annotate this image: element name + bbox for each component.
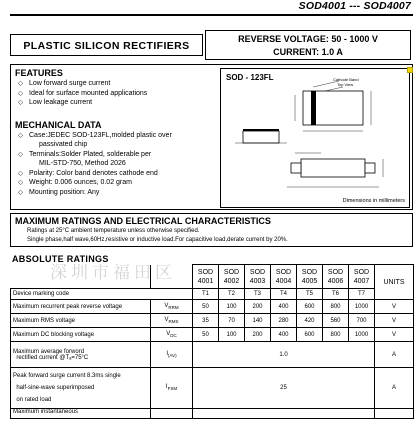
table-row <box>11 314 414 328</box>
table-row <box>11 342 414 368</box>
value-cell: 25 <box>193 368 375 409</box>
mechanical-item: passivated chip <box>39 141 88 148</box>
table-row <box>11 289 414 300</box>
marking-code: T7 <box>349 289 375 300</box>
mechanical-item: ◇ Mounting position: Any <box>15 188 220 198</box>
table-row <box>11 368 414 409</box>
row-label: Peak forward surge current 8.3ms single half-sine-wave superimposed on rated load <box>11 368 151 409</box>
package-outline-drawing <box>221 69 411 209</box>
symbol-cell: $V_{RRM}$ <box>151 300 193 314</box>
marking-code: T1 <box>193 289 219 300</box>
value-cell: 560 <box>323 314 349 328</box>
mechanical-item: ◇ Polarity: Color band denotes cathode end <box>15 169 220 179</box>
model-header: SOD 4004 <box>271 265 297 289</box>
title-box <box>10 34 203 56</box>
value-cell: 400 <box>271 328 297 342</box>
value-cell: 700 <box>349 314 375 328</box>
mechanical-item: MIL-STD-750, Method 2026 <box>39 160 126 167</box>
model-header: SOD 4006 <box>323 265 349 289</box>
row-label: Maximum recurrent peak reverse voltage <box>11 300 151 314</box>
features-column <box>15 68 220 197</box>
package-drawing-box <box>220 68 410 208</box>
marking-code: T4 <box>271 289 297 300</box>
value-cell: 100 <box>219 328 245 342</box>
model-header: SOD 4007 <box>349 265 375 289</box>
document-title: PLASTIC SILICON RECTIFIERS <box>23 40 190 52</box>
value-cell: 140 <box>245 314 271 328</box>
unit-cell <box>375 409 414 419</box>
corner-marker <box>407 67 413 73</box>
symbol-cell <box>151 409 193 419</box>
value-cell <box>193 409 375 419</box>
marking-code: T2 <box>219 289 245 300</box>
row-label: Maximum average forword rectified current @Tₐ=75°C <box>11 342 151 368</box>
unit-cell: A <box>375 342 414 368</box>
symbol-cell: $V_{DC}$ <box>151 328 193 342</box>
value-cell: 280 <box>271 314 297 328</box>
value-cell: 600 <box>297 328 323 342</box>
feature-item: ◇ Ideal for surface mounted applications <box>15 89 220 99</box>
ratings-table <box>10 264 414 419</box>
value-cell: 420 <box>297 314 323 328</box>
row-label: Maximum instantaneous <box>11 409 151 419</box>
unit-cell: V <box>375 300 414 314</box>
value-cell: 1000 <box>349 328 375 342</box>
part-range-header: SOD4001 --- SOD4007 <box>298 0 411 12</box>
units-header: UNITS <box>375 265 414 300</box>
value-cell: 50 <box>193 328 219 342</box>
table-row <box>11 300 414 314</box>
unit-cell: V <box>375 314 414 328</box>
model-header: SOD 4005 <box>297 265 323 289</box>
value-cell: 70 <box>219 314 245 328</box>
current-rating: CURRENT: 1.0 A <box>273 47 343 57</box>
mechanical-item: ◇ Weight: 0.006 ounces, 0.02 gram <box>15 178 220 188</box>
marking-code: T6 <box>323 289 349 300</box>
table-row <box>11 409 414 419</box>
dimensions-note: Dimensions in millimeters <box>342 198 405 204</box>
top-view-callout: Top View <box>337 82 354 87</box>
unit-cell: V <box>375 328 414 342</box>
row-label: Maximum DC blocking voltage <box>11 328 151 342</box>
value-cell: 1000 <box>349 300 375 314</box>
value-cell: 600 <box>297 300 323 314</box>
unit-cell: A <box>375 368 414 409</box>
feature-item: ◇ Low forward surge current <box>15 79 220 89</box>
marking-label: Device marking code <box>11 289 193 300</box>
absolute-ratings-title: ABSOLUTE RATINGS <box>12 254 109 264</box>
symbol-cell: $V_{RMS}$ <box>151 314 193 328</box>
mechanical-item: ◇ Terminals:Solder Plated, solderable per <box>15 150 220 160</box>
header-rule <box>10 14 413 16</box>
features-heading: FEATURES <box>15 68 63 78</box>
model-header: SOD 4001 <box>193 265 219 289</box>
table-row <box>11 328 414 342</box>
reverse-voltage: REVERSE VOLTAGE: 50 - 1000 V <box>238 34 378 44</box>
feature-item: ◇ Low leakage current <box>15 98 220 108</box>
max-ratings-title: MAXIMUM RATINGS AND ELECTRICAL CHARACTERISTICS <box>15 216 271 226</box>
value-cell: 35 <box>193 314 219 328</box>
value-cell: 100 <box>219 300 245 314</box>
cathode-band-callout: Cathode Band <box>333 77 359 82</box>
value-cell: 200 <box>245 300 271 314</box>
rating-box <box>205 30 411 60</box>
spacer <box>15 108 220 120</box>
marking-code: T5 <box>297 289 323 300</box>
value-cell: 400 <box>271 300 297 314</box>
watermark: 深圳市福田区 <box>50 263 176 282</box>
row-label: Maximum RMS voltage <box>11 314 151 328</box>
value-cell: 800 <box>323 300 349 314</box>
symbol-cell: $I_{(AV)}$ <box>151 342 193 368</box>
package-label: SOD - 123FL <box>226 73 274 82</box>
marking-code: T3 <box>245 289 271 300</box>
max-ratings-note: Single phase,half wave,60Hz,resistive or inductive load.For capacitive load,derate current by 20%. <box>27 237 288 243</box>
model-header: SOD 4003 <box>245 265 271 289</box>
model-header: SOD 4002 <box>219 265 245 289</box>
max-ratings-box <box>10 213 413 247</box>
symbol-cell: $I_{FSM}$ <box>151 368 193 409</box>
mechanical-heading: MECHANICAL DATA <box>15 119 102 130</box>
max-ratings-note: Ratings at 25°C ambient temperature unless otherwise specified. <box>27 228 200 234</box>
value-cell: 50 <box>193 300 219 314</box>
mechanical-item: ◇ Case:JEDEC SOD-123FL,molded plastic over <box>15 131 220 141</box>
value-cell: 1.0 <box>193 342 375 368</box>
value-cell: 800 <box>323 328 349 342</box>
value-cell: 200 <box>245 328 271 342</box>
